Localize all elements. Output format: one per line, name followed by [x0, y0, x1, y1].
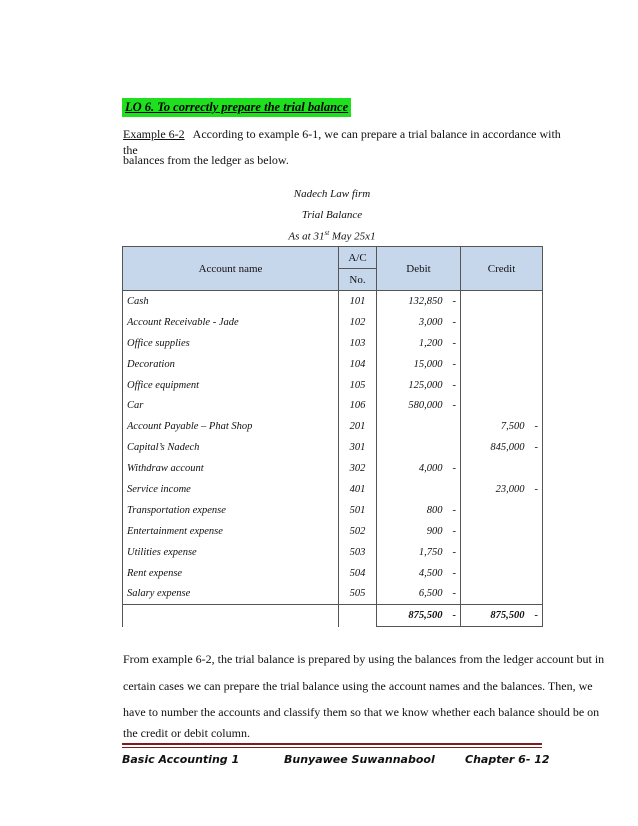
table-body	[123, 291, 543, 627]
account-name-cell: Salary expense	[123, 583, 339, 604]
debit-dash-cell: -	[449, 500, 461, 521]
credit-dash-cell	[531, 375, 543, 396]
account-name-cell: Account Payable – Phat Shop	[123, 416, 339, 437]
paragraph-line: From example 6-2, the trial balance is prepared by using the balances from the ledger account but in	[123, 652, 605, 666]
credit-cell	[461, 395, 531, 416]
account-name-cell: Decoration	[123, 354, 339, 375]
account-name-cell: Office supplies	[123, 333, 339, 354]
debit-dash-cell: -	[449, 333, 461, 354]
credit-dash-cell	[531, 500, 543, 521]
credit-cell	[461, 583, 531, 604]
credit-dash-cell	[531, 583, 543, 604]
debit-dash-cell: -	[449, 542, 461, 563]
paragraph-line: have to number the accounts and classify them so that we know whether each balance should be on	[123, 705, 600, 719]
debit-dash-cell: -	[449, 395, 461, 416]
debit-dash-cell: -	[449, 583, 461, 604]
credit-cell	[461, 521, 531, 542]
debit-cell: 15,000	[377, 354, 449, 375]
credit-dash-cell	[531, 395, 543, 416]
credit-dash-cell	[531, 563, 543, 584]
paragraph-line: certain cases we can prepare the trial balance using the account names and the balances. Then, we	[123, 679, 593, 693]
header-account-name: Account name	[123, 247, 339, 291]
account-name-cell: Withdraw account	[123, 458, 339, 479]
debit-cell: 900	[377, 521, 449, 542]
company-name: Nadech Law firm	[293, 188, 371, 200]
account-number-cell: 301	[339, 437, 377, 458]
credit-cell: 23,000	[461, 479, 531, 500]
lo-heading: LO 6. To correctly prepare the trial balance	[122, 98, 351, 117]
table-row	[123, 312, 543, 333]
table-row	[123, 395, 543, 416]
debit-dash-cell: -	[449, 312, 461, 333]
debit-cell: 125,000	[377, 375, 449, 396]
debit-dash-cell	[449, 437, 461, 458]
table-row	[123, 521, 543, 542]
credit-cell	[461, 563, 531, 584]
debit-cell	[377, 479, 449, 500]
credit-dash-cell: -	[531, 479, 543, 500]
debit-dash-cell: -	[449, 521, 461, 542]
table-row	[123, 333, 543, 354]
header-credit: Credit	[461, 247, 543, 291]
debit-cell: 1,750	[377, 542, 449, 563]
footer-chapter: Chapter 6- 12	[465, 753, 550, 766]
debit-cell	[377, 437, 449, 458]
account-number-cell: 503	[339, 542, 377, 563]
account-number-cell: 504	[339, 563, 377, 584]
account-name-cell: Service income	[123, 479, 339, 500]
credit-cell: 845,000	[461, 437, 531, 458]
credit-dash-cell	[531, 542, 543, 563]
footer-course: Basic Accounting 1	[122, 753, 240, 766]
table-row	[123, 375, 543, 396]
account-number-cell: 105	[339, 375, 377, 396]
totals-blank-cell	[123, 605, 339, 627]
total-credit-dash-cell: -	[531, 605, 543, 627]
credit-cell	[461, 354, 531, 375]
debit-dash-cell	[449, 479, 461, 500]
debit-cell: 3,000	[377, 312, 449, 333]
totals-blank-ac-cell	[339, 605, 377, 627]
credit-dash-cell	[531, 354, 543, 375]
footer-rule-thin	[122, 747, 542, 748]
account-name-cell: Capital’s Nadech	[123, 437, 339, 458]
table-row	[123, 563, 543, 584]
account-number-cell: 401	[339, 479, 377, 500]
debit-cell: 1,200	[377, 333, 449, 354]
table-row	[123, 416, 543, 437]
table-row	[123, 291, 543, 312]
header-ac-line1: A/C	[339, 247, 377, 269]
credit-cell	[461, 500, 531, 521]
table-row	[123, 437, 543, 458]
date-suffix: May 25x1	[329, 230, 376, 243]
table-row	[123, 458, 543, 479]
credit-cell	[461, 333, 531, 354]
debit-cell: 4,500	[377, 563, 449, 584]
account-name-cell: Office equipment	[123, 375, 339, 396]
table-row	[123, 542, 543, 563]
table-row	[123, 583, 543, 604]
table-row	[123, 479, 543, 500]
account-number-cell: 502	[339, 521, 377, 542]
example-continuation: balances from the ledger as below.	[123, 153, 289, 167]
account-name-cell: Utilities expense	[123, 542, 339, 563]
account-name-cell: Rent expense	[123, 563, 339, 584]
credit-dash-cell	[531, 458, 543, 479]
statement-date	[122, 229, 542, 243]
debit-cell: 800	[377, 500, 449, 521]
footer-rule	[122, 743, 542, 745]
credit-cell	[461, 375, 531, 396]
credit-dash-cell	[531, 333, 543, 354]
statement-title: Trial Balance	[301, 209, 363, 221]
debit-cell: 132,850	[377, 291, 449, 312]
table-row	[123, 354, 543, 375]
credit-dash-cell	[531, 521, 543, 542]
credit-dash-cell: -	[531, 416, 543, 437]
account-number-cell: 104	[339, 354, 377, 375]
debit-dash-cell: -	[449, 354, 461, 375]
account-number-cell: 302	[339, 458, 377, 479]
credit-cell	[461, 291, 531, 312]
trial-balance-table	[122, 246, 543, 627]
header-debit: Debit	[377, 247, 461, 291]
account-number-cell: 106	[339, 395, 377, 416]
date-sup: st	[324, 229, 330, 237]
account-name-cell: Cash	[123, 291, 339, 312]
example-text: According to example 6-1, we can prepare a trial balance in accordance with the	[123, 127, 561, 157]
date-prefix: As at 31	[288, 230, 325, 243]
account-number-cell: 102	[339, 312, 377, 333]
debit-dash-cell	[449, 416, 461, 437]
account-number-cell: 505	[339, 583, 377, 604]
debit-cell: 6,500	[377, 583, 449, 604]
debit-dash-cell: -	[449, 458, 461, 479]
account-name-cell: Transportation expense	[123, 500, 339, 521]
debit-cell: 580,000	[377, 395, 449, 416]
credit-cell: 7,500	[461, 416, 531, 437]
account-name-cell: Car	[123, 395, 339, 416]
account-number-cell: 201	[339, 416, 377, 437]
credit-dash-cell	[531, 312, 543, 333]
account-name-cell: Account Receivable - Jade	[123, 312, 339, 333]
debit-dash-cell: -	[449, 291, 461, 312]
paragraph-line: the credit or debit column.	[123, 726, 250, 740]
account-number-cell: 501	[339, 500, 377, 521]
example-label: Example 6-2	[123, 127, 185, 141]
total-credit-cell: 875,500	[461, 605, 531, 627]
debit-dash-cell: -	[449, 563, 461, 584]
debit-cell	[377, 416, 449, 437]
total-debit-dash-cell: -	[449, 605, 461, 627]
account-number-cell: 103	[339, 333, 377, 354]
table-row	[123, 500, 543, 521]
debit-dash-cell: -	[449, 375, 461, 396]
account-number-cell: 101	[339, 291, 377, 312]
credit-cell	[461, 312, 531, 333]
account-name-cell: Entertainment expense	[123, 521, 339, 542]
credit-dash-cell: -	[531, 437, 543, 458]
credit-cell	[461, 458, 531, 479]
footer-author: Bunyawee Suwannabool	[284, 753, 435, 766]
totals-row	[123, 605, 543, 627]
credit-cell	[461, 542, 531, 563]
total-debit-cell: 875,500	[377, 605, 449, 627]
debit-cell: 4,000	[377, 458, 449, 479]
credit-dash-cell	[531, 291, 543, 312]
header-ac-line2: No.	[339, 269, 377, 291]
